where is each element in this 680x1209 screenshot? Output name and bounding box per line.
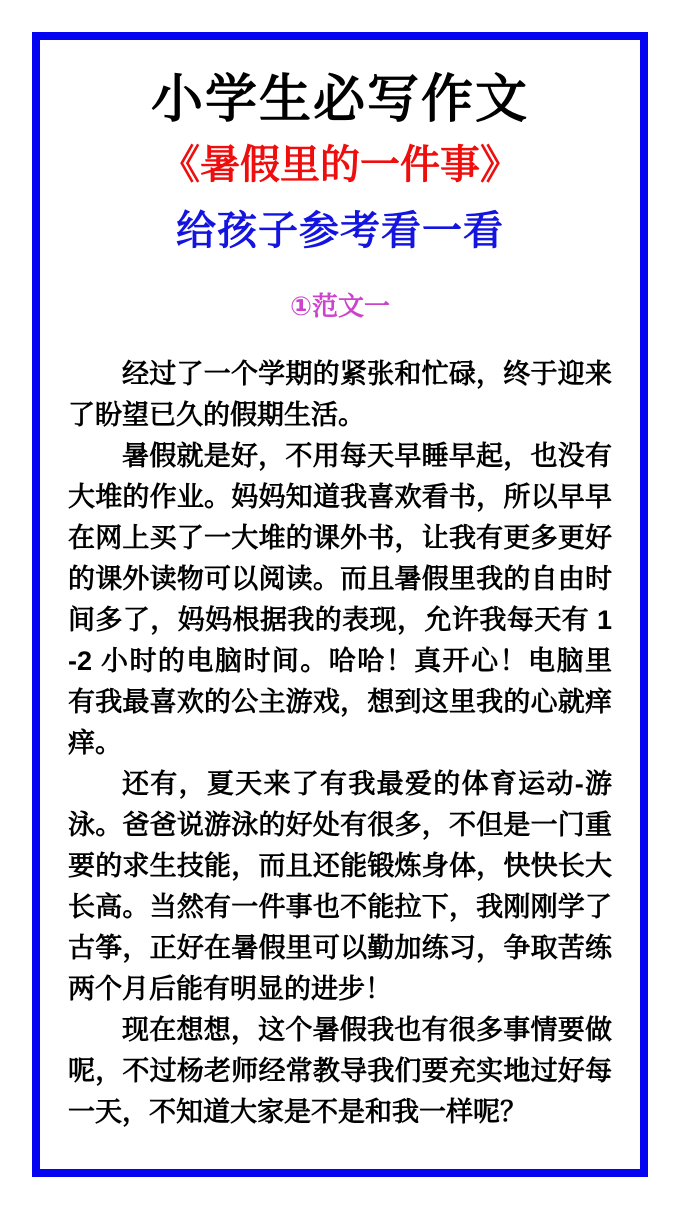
page-content: [40, 70, 640, 1177]
page-title: 小学生必写作文: [150, 71, 529, 129]
essay-paragraph: 现在想想，这个暑假我也有很多事情要做呢，不过杨老师经常教导我们要充实地过好每一天，不知道大家是不是和我一样呢？: [68, 1015, 612, 1127]
blue-frame: [32, 32, 648, 1177]
essay-paragraph: 还有，夏天来了有我最爱的体育运动-游泳。爸爸说游泳的好处有很多，不但是一门重要的求生技能，而且还能锻炼身体，快快长大长高。当然有一件事也不能拉下，我刚刚学了古筝，正好在暑假里可以勤加练习，争取苦练两个月后能有明显的进步！: [68, 769, 612, 1004]
essay-paragraph: 暑假就是好，不用每天早睡早起，也没有大堆的作业。妈妈知道我喜欢看书，所以早早在网上买了一大堆的课外书，让我有更多更好的课外读物可以阅读。而且暑假里我的自由时间多了，妈妈根据我的表现，允许我每天有 1-2 小时的电脑时间。哈哈！真开心！电脑里有我最喜欢的公主游戏，想到这里我的心就痒痒。: [68, 441, 612, 758]
essay-paragraph: 经过了一个学期的紧张和忙碌，终于迎来了盼望已久的假期生活。: [68, 359, 612, 430]
reference-subtitle: 给孩子参考看一看: [176, 209, 504, 253]
essay-topic-subtitle: 《暑假里的一件事》: [160, 143, 520, 187]
sample-essay-label: ①范文一: [289, 291, 390, 321]
essay-body: [68, 354, 612, 1133]
